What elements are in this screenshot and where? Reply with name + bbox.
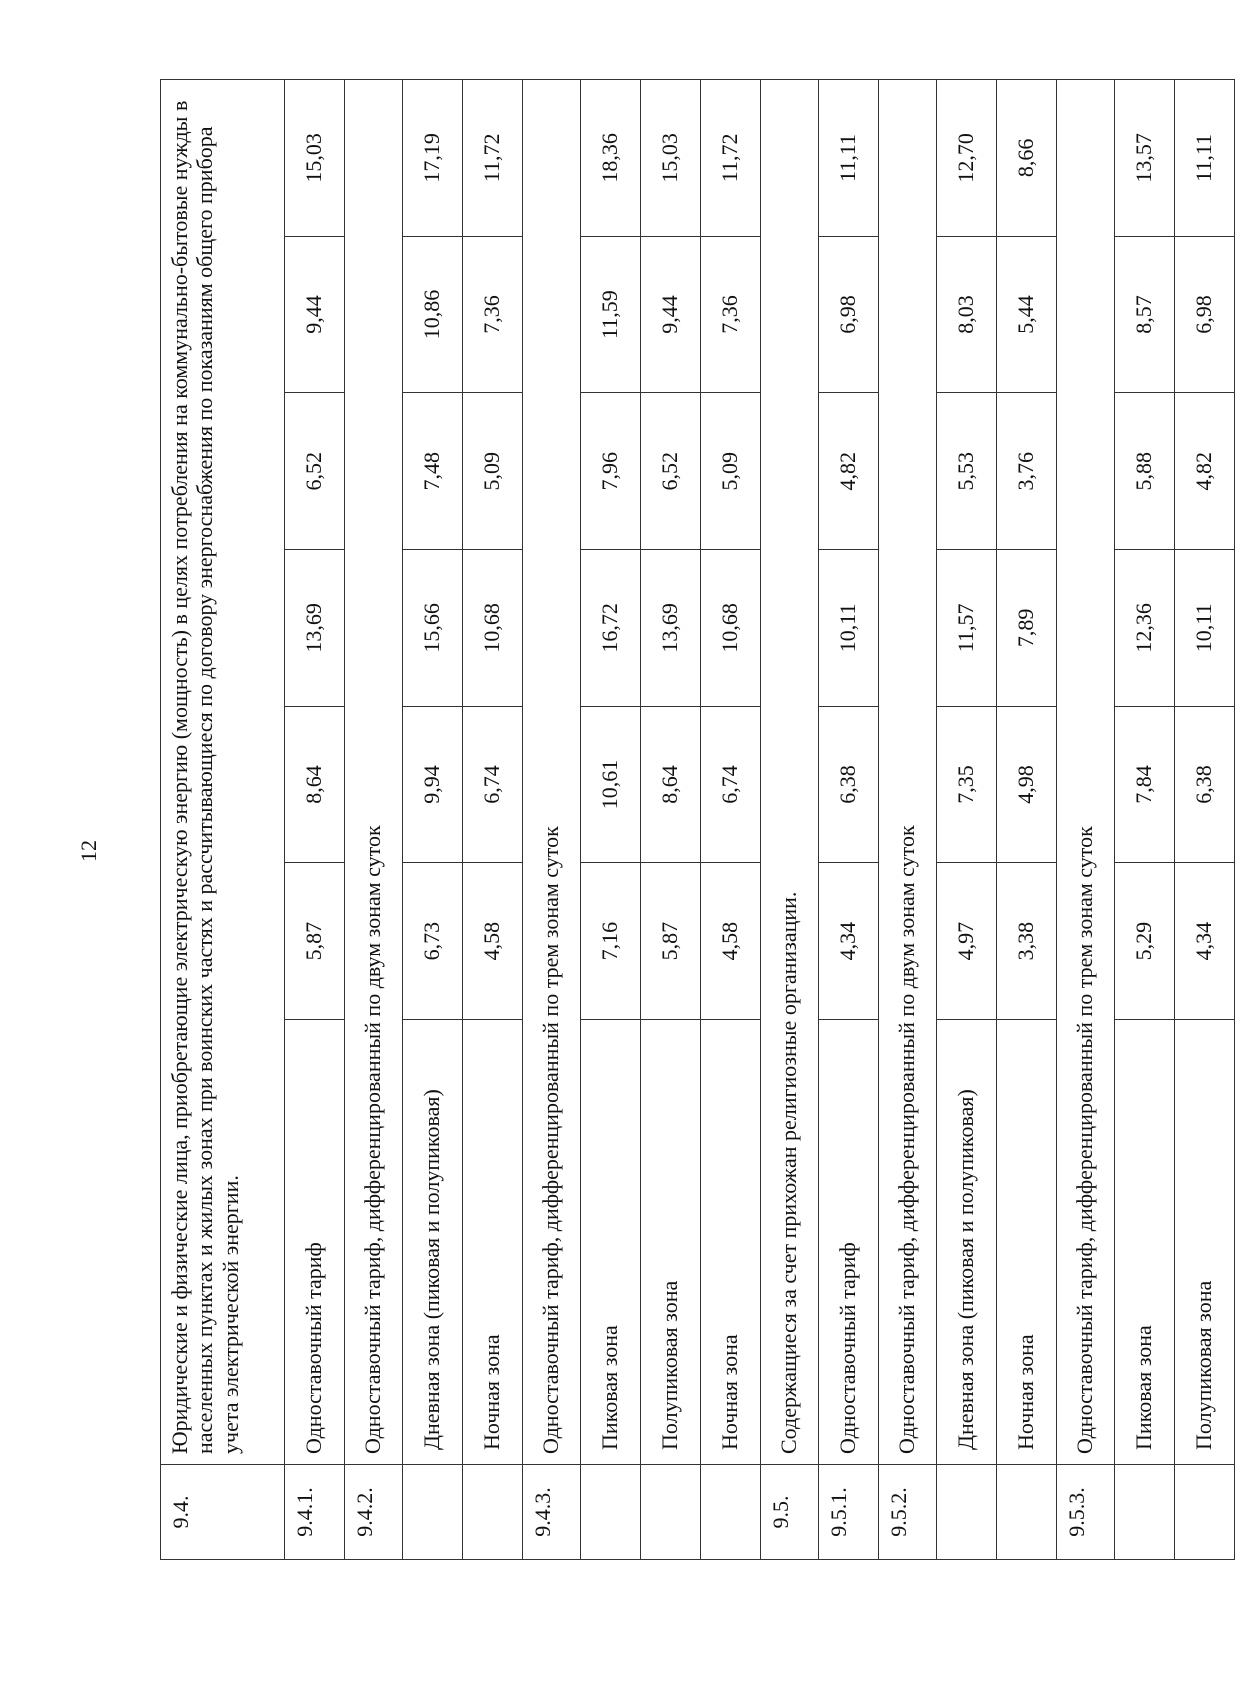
table-row — [403, 80, 463, 1560]
tariff-value: 8,03 — [937, 236, 997, 393]
section-text: Одноставочный тариф, дифференцированный по трем зонам суток — [523, 80, 581, 1465]
tariff-value: 10,86 — [403, 236, 463, 393]
tariff-value: 5,44 — [997, 236, 1057, 393]
tariff-value: 6,98 — [1175, 236, 1235, 393]
table-row — [937, 80, 997, 1560]
tariff-value: 13,57 — [1115, 80, 1175, 237]
tariff-value: 6,38 — [1175, 706, 1235, 863]
section-row — [345, 80, 403, 1560]
row-number — [463, 1465, 523, 1560]
tariff-value: 13,69 — [285, 550, 345, 707]
row-number: 9.4.3. — [523, 1465, 581, 1560]
section-row — [879, 80, 937, 1560]
table-row — [1175, 80, 1235, 1560]
tariff-value: 4,82 — [819, 393, 879, 550]
section-text: Содержащиеся за счет прихожан религиозные организации. — [761, 80, 819, 1465]
tariff-value: 6,73 — [403, 863, 463, 1020]
tariff-value: 10,61 — [581, 706, 641, 863]
tariff-value: 3,38 — [997, 863, 1057, 1020]
table-row — [285, 80, 345, 1560]
tariff-table-body — [161, 80, 1235, 1560]
tariff-name: Полупиковая зона — [1175, 1020, 1235, 1465]
tariff-value: 12,36 — [1115, 550, 1175, 707]
tariff-value: 11,57 — [937, 550, 997, 707]
row-number — [997, 1465, 1057, 1560]
tariff-value: 11,72 — [701, 80, 761, 237]
section-text: Одноставочный тариф, дифференцированный по трем зонам суток — [1057, 80, 1115, 1465]
tariff-name: Пиковая зона — [581, 1020, 641, 1465]
tariff-value: 15,03 — [641, 80, 701, 237]
tariff-value: 11,11 — [819, 80, 879, 237]
tariff-value: 7,35 — [937, 706, 997, 863]
table-row — [997, 80, 1057, 1560]
tariff-value: 11,59 — [581, 236, 641, 393]
section-text: Юридические и физические лица, приобретающие электрическую энергию (мощность) в целях потребления на коммунально-бытовые нужды в населенных пунктах и жилых зонах при воинских частях и рассчитывающиеся по договору энергоснабжения по показаниям общего прибора учета электрической энергии. — [161, 80, 285, 1465]
section-row — [761, 80, 819, 1560]
row-number: 9.4. — [161, 1465, 285, 1560]
tariff-value: 16,72 — [581, 550, 641, 707]
page-number: 12 — [76, 840, 101, 862]
tariff-value: 10,11 — [819, 550, 879, 707]
tariff-value: 15,66 — [403, 550, 463, 707]
tariff-value: 18,36 — [581, 80, 641, 237]
table-row — [819, 80, 879, 1560]
tariff-value: 6,52 — [641, 393, 701, 550]
tariff-value: 5,09 — [701, 393, 761, 550]
row-number — [1115, 1465, 1175, 1560]
tariff-value: 4,58 — [701, 863, 761, 1020]
table-row — [581, 80, 641, 1560]
tariff-value: 4,98 — [997, 706, 1057, 863]
tariff-value: 5,87 — [641, 863, 701, 1020]
rotated-table-content — [160, 80, 1217, 1560]
tariff-value: 11,72 — [463, 80, 523, 237]
rotated-table-area — [160, 80, 1217, 1560]
tariff-value: 7,96 — [581, 393, 641, 550]
row-number — [641, 1465, 701, 1560]
tariff-value: 6,38 — [819, 706, 879, 863]
tariff-value: 5,09 — [463, 393, 523, 550]
row-number — [403, 1465, 463, 1560]
tariff-value: 6,74 — [701, 706, 761, 863]
tariff-name: Ночная зона — [701, 1020, 761, 1465]
tariff-value: 9,94 — [403, 706, 463, 863]
tariff-value: 9,44 — [641, 236, 701, 393]
tariff-value: 6,98 — [819, 236, 879, 393]
tariff-value: 10,11 — [1175, 550, 1235, 707]
tariff-value: 5,29 — [1115, 863, 1175, 1020]
tariff-value: 6,52 — [285, 393, 345, 550]
tariff-value: 9,44 — [285, 236, 345, 393]
tariff-value: 8,57 — [1115, 236, 1175, 393]
section-row — [1057, 80, 1115, 1560]
table-row — [641, 80, 701, 1560]
tariff-name: Одноставочный тариф — [819, 1020, 879, 1465]
tariff-table — [160, 79, 1235, 1560]
table-row — [701, 80, 761, 1560]
row-number: 9.4.1. — [285, 1465, 345, 1560]
section-row — [161, 80, 285, 1560]
tariff-name: Дневная зона (пиковая и полупиковая) — [937, 1020, 997, 1465]
row-number — [581, 1465, 641, 1560]
row-number — [701, 1465, 761, 1560]
tariff-name: Пиковая зона — [1115, 1020, 1175, 1465]
row-number: 9.5.3. — [1057, 1465, 1115, 1560]
table-row — [463, 80, 523, 1560]
tariff-name: Полупиковая зона — [641, 1020, 701, 1465]
section-text: Одноставочный тариф, дифференцированный по двум зонам суток — [879, 80, 937, 1465]
tariff-value: 7,36 — [701, 236, 761, 393]
row-number: 9.5.1. — [819, 1465, 879, 1560]
tariff-name: Ночная зона — [997, 1020, 1057, 1465]
tariff-value: 5,53 — [937, 393, 997, 550]
tariff-value: 17,19 — [403, 80, 463, 237]
row-number — [937, 1465, 997, 1560]
tariff-value: 13,69 — [641, 550, 701, 707]
tariff-value: 7,36 — [463, 236, 523, 393]
tariff-value: 8,66 — [997, 80, 1057, 237]
tariff-value: 7,84 — [1115, 706, 1175, 863]
tariff-value: 8,64 — [285, 706, 345, 863]
tariff-value: 6,74 — [463, 706, 523, 863]
tariff-value: 7,89 — [997, 550, 1057, 707]
tariff-value: 3,76 — [997, 393, 1057, 550]
tariff-value: 15,03 — [285, 80, 345, 237]
tariff-value: 4,82 — [1175, 393, 1235, 550]
row-number: 9.5.2. — [879, 1465, 937, 1560]
tariff-value: 11,11 — [1175, 80, 1235, 237]
tariff-value: 12,70 — [937, 80, 997, 237]
tariff-value: 4,58 — [463, 863, 523, 1020]
tariff-value: 8,64 — [641, 706, 701, 863]
tariff-value: 10,68 — [463, 550, 523, 707]
tariff-value: 5,87 — [285, 863, 345, 1020]
tariff-value: 10,68 — [701, 550, 761, 707]
section-text: Одноставочный тариф, дифференцированный по двум зонам суток — [345, 80, 403, 1465]
table-row — [1115, 80, 1175, 1560]
tariff-value: 4,34 — [1175, 863, 1235, 1020]
tariff-value: 7,48 — [403, 393, 463, 550]
tariff-value: 4,34 — [819, 863, 879, 1020]
tariff-name: Одноставочный тариф — [285, 1020, 345, 1465]
row-number — [1175, 1465, 1235, 1560]
row-number: 9.4.2. — [345, 1465, 403, 1560]
row-number: 9.5. — [761, 1465, 819, 1560]
tariff-value: 7,16 — [581, 863, 641, 1020]
tariff-name: Ночная зона — [463, 1020, 523, 1465]
section-row — [523, 80, 581, 1560]
tariff-value: 5,88 — [1115, 393, 1175, 550]
tariff-name: Дневная зона (пиковая и полупиковая) — [403, 1020, 463, 1465]
tariff-value: 4,97 — [937, 863, 997, 1020]
